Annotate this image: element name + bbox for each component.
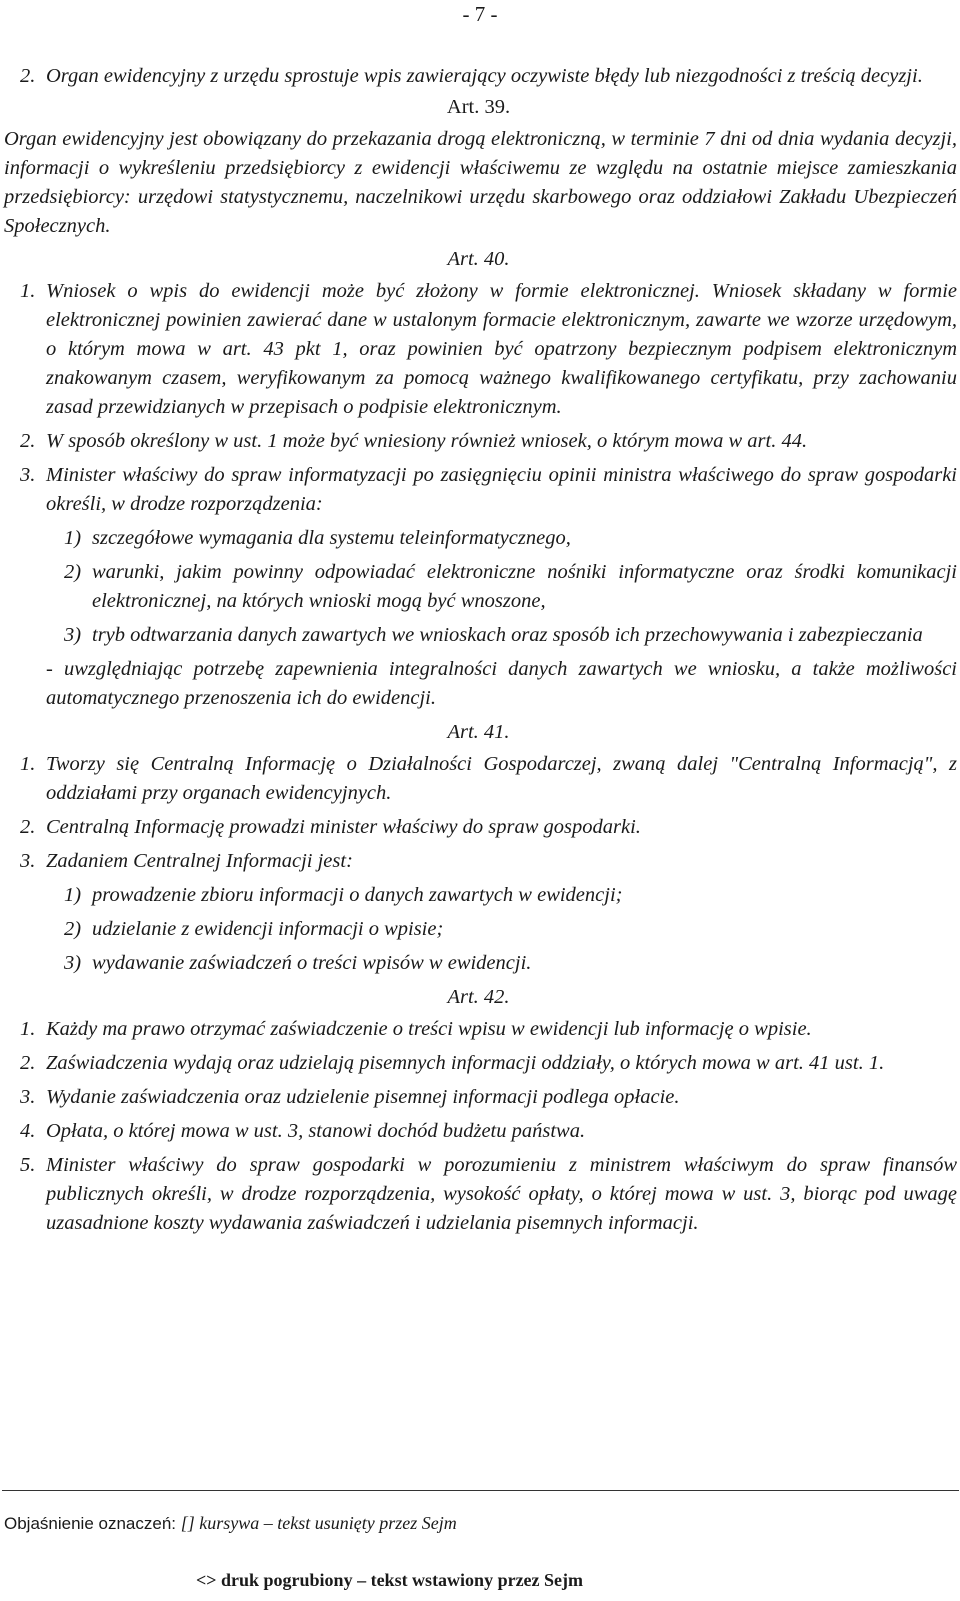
art39-heading: Art. 39. [446,96,511,118]
paragraph-number: 5. [20,1154,36,1176]
art40-item-3 [0,621,957,650]
paragraph-text: Wydanie zaświadczenia oraz udzielenie pisemnej informacji podlega opłacie. [46,1086,680,1108]
legend-bold-note: <> druk pogrubiony – tekst wstawiony przez Sejm [196,1570,584,1590]
paragraph-text: Zadaniem Centralnej Informacji jest: [46,850,353,872]
footer-legend [4,1511,457,1536]
page-number: - 7 - [462,2,498,26]
art41-paragraph-2 [0,813,957,842]
footer-divider [2,1490,959,1491]
paragraph-number: 2. [20,430,36,452]
art42-paragraph-1 [0,1015,957,1044]
paragraph-text: Organ ewidencyjny z urzędu sprostuje wpis zawierający oczywiste błędy lub niezgodności z treścią decyzji. [46,65,923,87]
paragraph-text: Zaświadczenia wydają oraz udzielają pisemnych informacji oddziały, o których mowa w art. 41 ust. 1. [46,1052,885,1074]
art40-item-1 [0,524,957,553]
paragraph-number: 3. [20,464,36,486]
art41-item-3 [0,949,957,978]
item-number: 2) [64,918,82,940]
art40-closing: - uwzględniając potrzebę zapewnienia integralności danych zawartych we wniosku, a także możliwości automatycznego przenoszenia ich do ewidencji. [46,658,957,709]
art41-item-1 [0,881,957,910]
paragraph-number: 2. [20,65,36,87]
paragraph-number: 1. [20,280,36,302]
art40-heading: Art. 40. [447,248,510,270]
item-text: udzielanie z ewidencji informacji o wpisie; [92,918,444,940]
art38-paragraph-2 [0,62,957,91]
art40-paragraph-3 [0,461,957,519]
paragraph-number: 3. [20,1086,36,1108]
document-body [0,62,957,1243]
item-text: prowadzenie zbioru informacji o danych zawartych w ewidencji; [92,884,623,906]
item-text: warunki, jakim powinny odpowiadać elektroniczne nośniki informatyczne oraz środki komunikacji elektronicznej, na których wnioski mogą być wnoszone, [92,561,957,612]
paragraph-italic-text: Wniosek o wpis do ewidencji może być złożony w formie elektronicznej. [46,280,700,302]
art42-paragraph-3 [0,1083,957,1112]
art41-heading: Art. 41. [447,721,510,743]
art41-item-2 [0,915,957,944]
legend-italic-note: [] kursywa – tekst usunięty przez Sejm [180,1513,457,1533]
art40-paragraph-1 [0,277,957,422]
item-text: tryb odtwarzania danych zawartych we wnioskach oraz sposób ich przechowywania i zabezpieczania [92,624,923,646]
art41-paragraph-1 [0,750,957,808]
art41-paragraph-3 [0,847,957,876]
item-number: 2) [64,561,82,583]
paragraph-text: Minister właściwy do spraw informatyzacji po zasięgnięciu opinii ministra właściwego do spraw gospodarki określi, w drodze rozporządzenia: [46,464,957,515]
paragraph-text: Tworzy się Centralną Informację o Działalności Gospodarczej, zwaną dalej "Centralną Informacją", z oddziałami przy organach ewidencyjnych. [46,753,957,804]
paragraph-text: Każdy ma prawo otrzymać zaświadczenie o treści wpisu w ewidencji lub informację o wpisie. [46,1018,812,1040]
item-text: wydawanie zaświadczeń o treści wpisów w ewidencji. [92,952,532,974]
art42-paragraph-4 [0,1117,957,1146]
paragraph-number: 2. [20,1052,36,1074]
paragraph-text: Wniosek składany w formie elektronicznej powinien zawierać dane w ustalonym formacie elektronicznym, zawarte we wzorze urzędowym, o którym mowa w art. 43 pkt 1, oraz powinien być opatrzony bezpiecznym podpisem elektronicznym znakowanym czasem, weryfikowanym za pomocą ważnego kwalifikowanego certyfikatu, przy zachowaniu zasad przewidzianych w przepisach o podpisie elektronicznym. [46,280,957,418]
legend-label: Objaśnienie oznaczeń: [4,1514,177,1533]
paragraph-number: 1. [20,1018,36,1040]
item-number: 3) [64,624,82,646]
item-number: 1) [64,884,82,906]
art40-paragraph-2 [0,427,957,456]
item-number: 1) [64,527,82,549]
paragraph-text: Opłata, o której mowa w ust. 3, stanowi dochód budżetu państwa. [46,1120,586,1142]
paragraph-text: Centralną Informację prowadzi minister właściwy do spraw gospodarki. [46,816,641,838]
art42-paragraph-5 [0,1151,957,1238]
item-number: 3) [64,952,82,974]
paragraph-text: Minister właściwy do spraw gospodarki w porozumieniu z ministrem właściwym do spraw finansów publicznych określi, w drodze rozporządzenia, wysokość opłaty, o której mowa w ust. 3, biorąc pod uwagę uzasadnione koszty wydawania zaświadczeń i udzielania pisemnych informacji. [46,1154,957,1234]
paragraph-number: 4. [20,1120,36,1142]
art39-text: Organ ewidencyjny jest obowiązany do przekazania drogą elektroniczną, w terminie 7 dni od dnia wydania decyzji, informacji o wykreśleniu przedsiębiorcy z ewidencji właściwemu ze względu na ostatnie miejsce zamieszkania przedsiębiorcy: urzędowi statystycznemu, naczelnikowi urzędu skarbowego oraz oddziałowi Zakładu Ubezpieczeń Społecznych. [4,128,957,237]
paragraph-number: 3. [20,850,36,872]
item-text: szczegółowe wymagania dla systemu teleinformatycznego, [92,527,571,549]
paragraph-text: W sposób określony w ust. 1 może być wniesiony również wniosek, o którym mowa w art. 44. [46,430,808,452]
paragraph-number: 2. [20,816,36,838]
art42-paragraph-2 [0,1049,957,1078]
paragraph-number: 1. [20,753,36,775]
art42-heading: Art. 42. [447,986,510,1008]
art40-item-2 [0,558,957,616]
